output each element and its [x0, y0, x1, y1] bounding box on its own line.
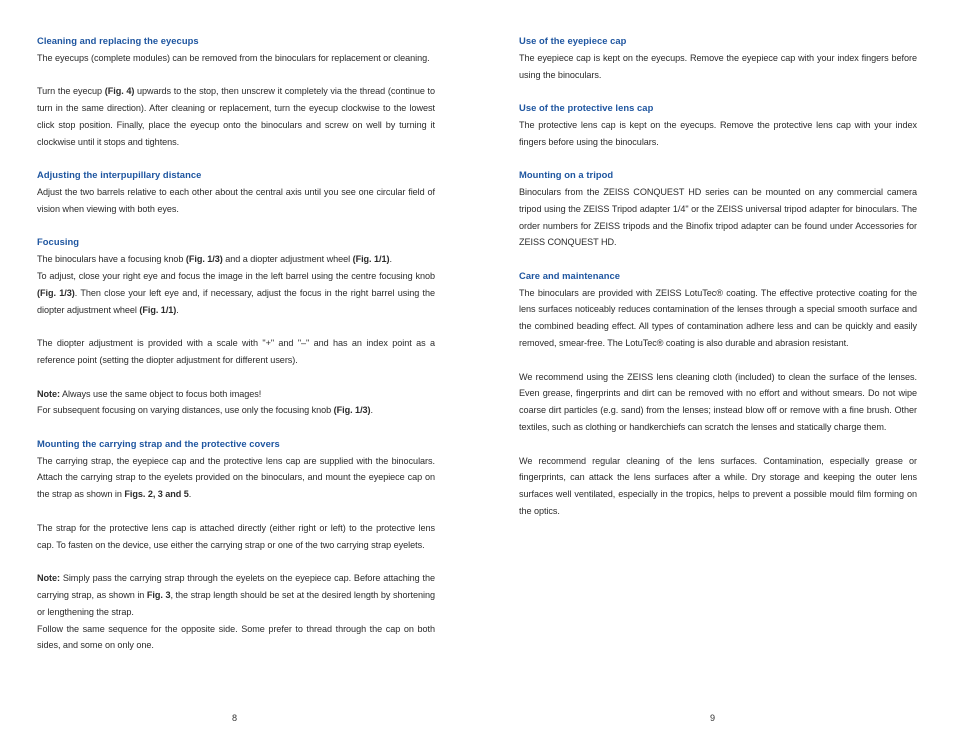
section-care-maintenance — [519, 268, 917, 520]
note-paragraph — [37, 386, 435, 403]
paragraph: The eyecups (complete modules) can be removed from the binoculars for replacement or cleaning. — [37, 52, 430, 63]
text-run: The carrying strap, the eyepiece cap and the protective lens cap are supplied with the binoculars. Attach the carrying strap to the eyelets provided on the binoculars, and mount the eyepiece cap on the strap as shown in — [37, 455, 435, 500]
paragraph: The eyepiece cap is kept on the eyecups. Remove the eyepiece cap with your index fingers before using the binoculars. — [519, 52, 917, 80]
section-heading: Use of the protective lens cap — [519, 102, 654, 114]
paragraph — [37, 402, 435, 419]
paragraph: The binoculars are provided with ZEISS LotuTec® coating. The effective protective coating for the lens surfaces noticeably reduces contamination of the lenses through a special smooth surface and the combined beading effect. All types of contamination adhere less and can be quickly and easily removed, smear-free. The LotuTec® coating is also durable and abrasion resistant. — [519, 287, 917, 349]
paragraph: We recommend regular cleaning of the lens surfaces. Contamination, especially grease or fingerprints, can attack the lens surfaces after a while. Dry storage and keeping the outer lens surfaces well ventilated, especially in the tropics, helps to prevent a possible mould film forming on the optics. — [519, 455, 917, 516]
text-run: . Then close your left eye and, if necessary, adjust the focus in the right barrel using the diopter adjustment wheel — [37, 287, 436, 315]
left-column — [37, 33, 435, 654]
text-run: To adjust, close your right eye and focus the image in the left barrel using the centre focusing knob — [37, 270, 435, 281]
section-interpupillary — [37, 167, 435, 217]
text-run: upwards to the stop, then unscrew it completely via the thread (continue to turn in the same direction). After cleaning or replacement, turn the eyecup clockwise to the lowest click stop position. Finally, place the eyecup onto the binoculars and screw on well by turning it clockwise until it stops and tightens. — [37, 86, 435, 147]
text-run: and a diopter adjustment wheel — [222, 254, 353, 265]
text-run: The binoculars have a focusing knob — [37, 254, 186, 265]
section-focusing — [37, 234, 435, 419]
note-label: Note: — [37, 388, 60, 399]
figure-ref: (Fig. 4) — [104, 86, 135, 97]
text-run: . — [370, 405, 374, 416]
right-page — [477, 0, 954, 742]
section-carrying-strap — [37, 436, 435, 654]
paragraph: Adjust the two barrels relative to each other about the central axis until you see one circular field of vision when viewing with both eyes. — [37, 187, 435, 214]
paragraph: Follow the same sequence for the opposite side. Some prefer to thread through the cap on both sides, and some on only one. — [37, 623, 435, 651]
figure-ref: (Fig. 1/1) — [352, 254, 390, 265]
paragraph: The protective lens cap is kept on the eyecups. Remove the protective lens cap with your index fingers before using the binoculars. — [519, 119, 917, 147]
text-run: For subsequent focusing on varying distances, use only the focusing knob — [37, 405, 334, 416]
section-heading: Cleaning and replacing the eyecups — [37, 35, 199, 46]
section-heading: Care and maintenance — [519, 269, 621, 281]
figure-ref: (Fig. 1/1) — [139, 304, 177, 315]
text-run: . — [389, 254, 392, 265]
section-protective-lens-cap — [519, 100, 917, 150]
section-cleaning-eyecups — [37, 33, 435, 151]
section-heading: Mounting on a tripod — [519, 169, 614, 181]
text-run: . — [188, 489, 192, 500]
paragraph: Binoculars from the ZEISS CONQUEST HD series can be mounted on any commercial camera tripod using the ZEISS Tripod adapter 1/4" or the ZEISS universal tripod adapter for binoculars. The order numbers for ZEISS tripods and the Binofix tripod adapter can be found under Accessories for ZEISS CONQUEST HD. — [519, 186, 917, 248]
section-heading: Mounting the carrying strap and the protective covers — [37, 437, 280, 449]
note-paragraph — [37, 570, 435, 620]
paragraph — [37, 251, 435, 268]
section-heading: Adjusting the interpupillary distance — [37, 169, 202, 181]
paragraph: We recommend using the ZEISS lens cleaning cloth (included) to clean the surface of the lenses. Even grease, fingerprints and dirt can be removed with no effort and without smears. Do not wipe coarse dirt particles (e.g. sand) from the lenses; instead blow off or remove with a fine brush. Other textiles, such as clothing or handkerchiefs can scratch the lenses and statically charge them. — [519, 371, 917, 432]
text-run: . — [176, 304, 179, 315]
page-number: 8 — [232, 713, 238, 723]
paragraph — [37, 83, 435, 150]
section-eyepiece-cap — [519, 33, 917, 83]
paragraph — [37, 268, 435, 318]
section-heading: Focusing — [37, 236, 80, 248]
figure-ref: (Fig. 1/3) — [333, 405, 371, 416]
paragraph: The strap for the protective lens cap is attached directly (either right or left) to the protective lens cap. To fasten on the device, use either the carrying strap or one of the two carrying strap eyelets. — [37, 522, 435, 550]
note-label: Note: — [37, 573, 60, 584]
right-column — [519, 33, 917, 520]
text-run: Simply pass the carrying strap through the eyelets on the eyepiece cap. Before attaching the carrying strap, as shown in — [37, 573, 435, 600]
paragraph: The diopter adjustment is provided with a scale with "+" and "–" and has an index point as a reference point (setting the diopter adjustment for different users). — [37, 338, 435, 365]
section-tripod — [519, 167, 917, 251]
figure-ref: Figs. 2, 3 and 5 — [124, 489, 189, 500]
text-run: Always use the same object to focus both images! — [60, 388, 262, 399]
paragraph — [37, 453, 435, 503]
figure-ref: (Fig. 1/3) — [37, 287, 75, 298]
page-number: 9 — [710, 713, 716, 723]
text-run: , the strap length should be set at the desired length by shortening or lengthening the strap. — [37, 589, 435, 617]
section-heading: Use of the eyepiece cap — [519, 35, 627, 46]
text-run: Turn the eyecup — [37, 86, 105, 97]
figure-ref: (Fig. 1/3) — [185, 254, 223, 265]
figure-ref: Fig. 3 — [146, 589, 171, 600]
